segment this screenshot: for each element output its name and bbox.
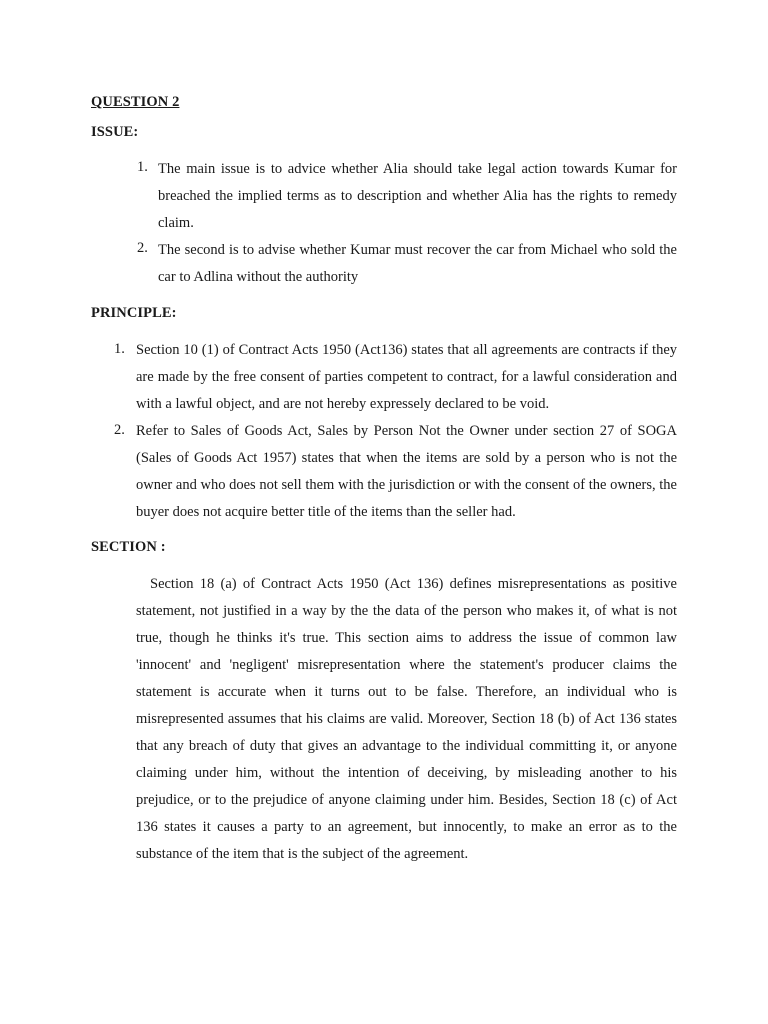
principle-item-1-text: Section 10 (1) of Contract Acts 1950 (Act136) states that all agreements are contracts if they are made by the free consent of parties competent to contract, for a lawful consideration and with a lawful object, and are not hereby expressely declared to be void. xyxy=(136,342,677,412)
question-title: QUESTION 2 xyxy=(91,94,180,110)
issue-item-2-number: 2. xyxy=(137,240,148,256)
section-heading: SECTION : xyxy=(91,539,166,555)
principle-heading: PRINCIPLE: xyxy=(91,305,177,321)
issue-item-1-number: 1. xyxy=(137,159,148,175)
issue-item-1-text: The main issue is to advice whether Alia should take legal action towards Kumar for breached the implied terms as to description and whether Alia has the rights to remedy claim. xyxy=(158,161,677,231)
principle-item-2-text: Refer to Sales of Goods Act, Sales by Person Not the Owner under section 27 of SOGA (Sales of Goods Act 1957) states that when the items are sold by a person who is not the owner and who does not sell them with the jurisdiction or with the consent of the owners, the buyer does not acquire better title of the items than the seller had. xyxy=(136,423,677,520)
issue-item-2-text: The second is to advise whether Kumar must recover the car from Michael who sold the car to Adlina without the authority xyxy=(158,242,677,285)
section-paragraph: Section 18 (a) of Contract Acts 1950 (Act 136) defines misrepresentations as positive statement, not justified in a way by the the data of the person who makes it, of what is not true, though he thinks it's true. This section aims to address the issue of common law 'innocent' and 'negligent' misrepresentation where the statement's producer claims the statement is accurate when it turns out to be false. Therefore, an individual who is misrepresented assumes that his claims are valid. Moreover, Section 18 (b) of Act 136 states that any breach of duty that gives an advantage to the individual committing it, or anyone claiming under him, without the intention of deceiving, by misleading another to his prejudice, or to the prejudice of anyone claiming under him. Besides, Section 18 (c) of Act 136 states it causes a party to an agreement, but innocently, to make an error as to the substance of the item that is the subject of the agreement. xyxy=(136,576,677,862)
principle-item-1-number: 1. xyxy=(114,341,125,357)
principle-item-2-number: 2. xyxy=(114,422,125,438)
issue-heading: ISSUE: xyxy=(91,124,139,140)
